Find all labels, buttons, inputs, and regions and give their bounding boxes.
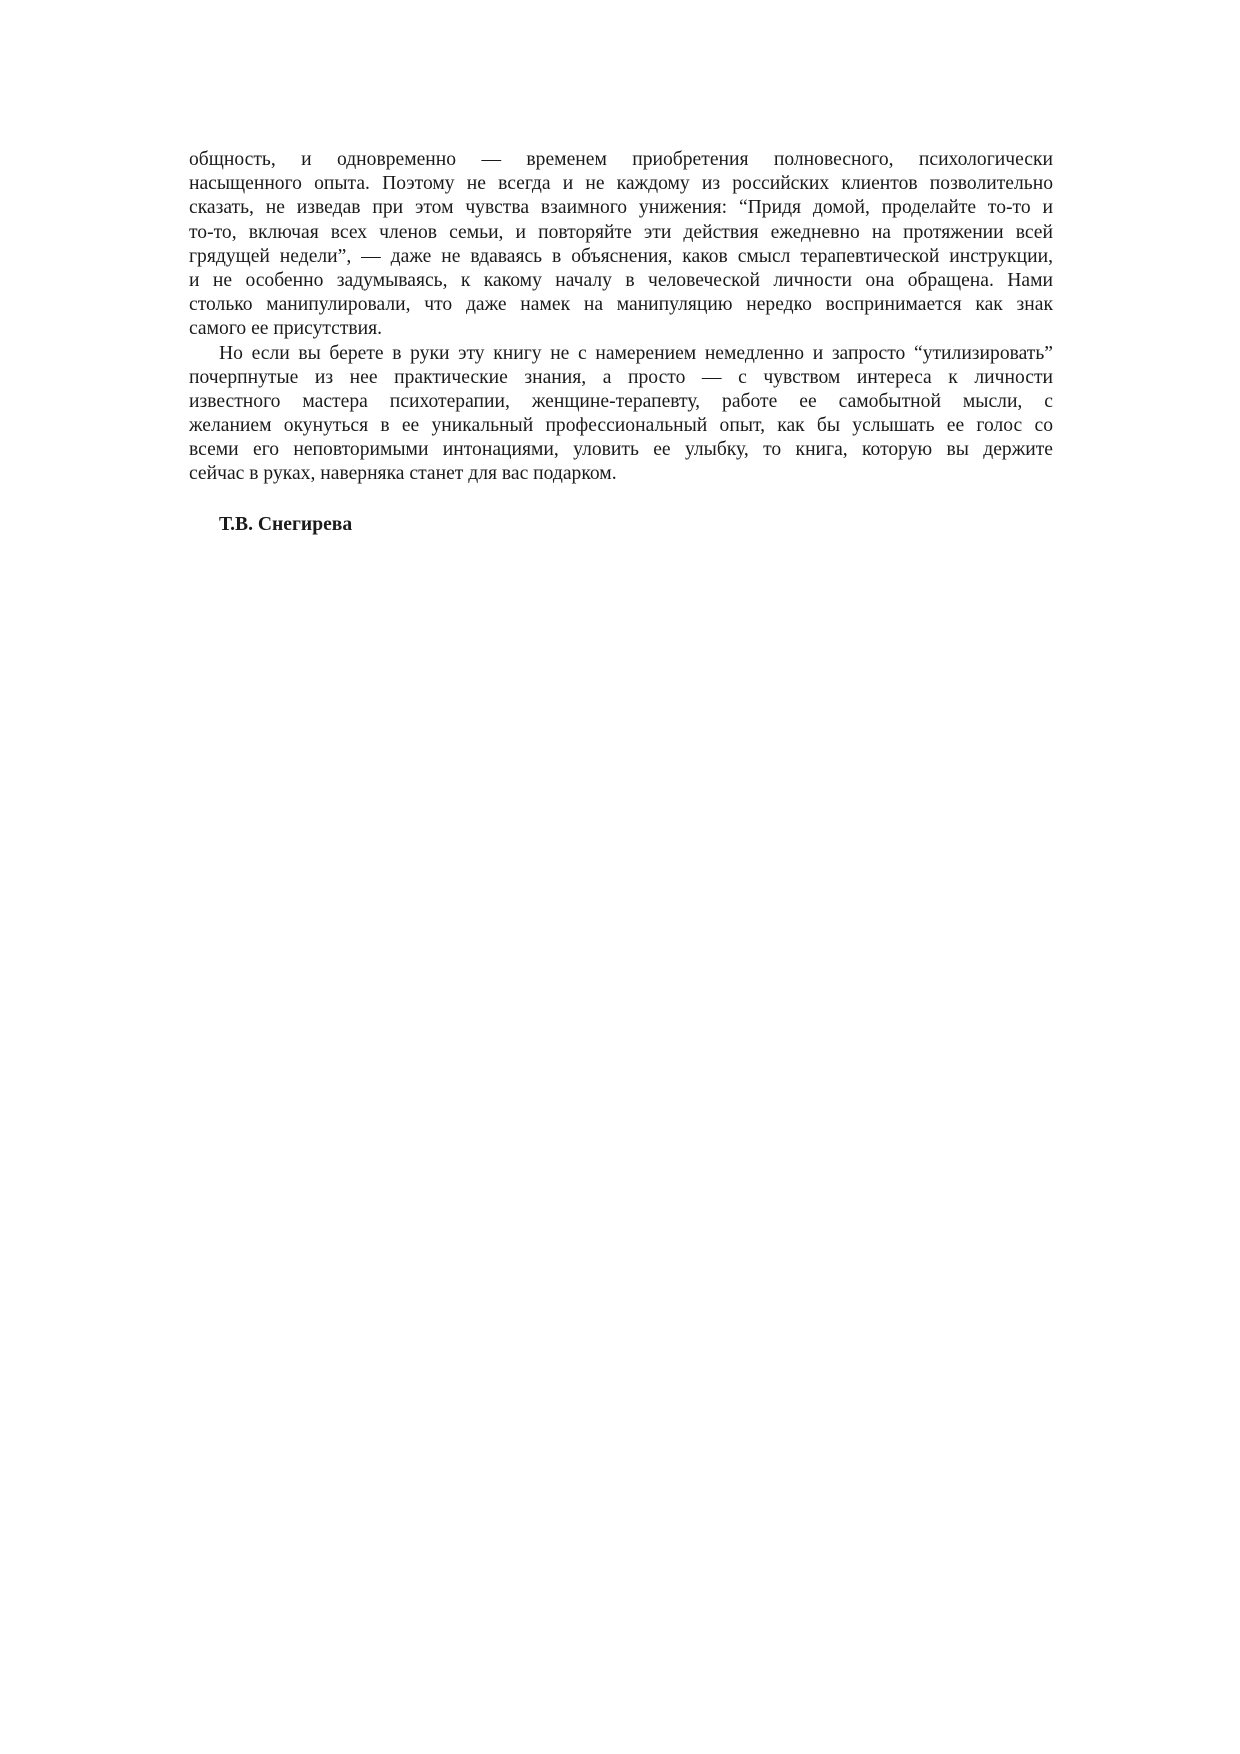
document-body [189,148,1053,487]
paragraph-line: грядущей недели”, — даже не вдаваясь в объяснения, каков смысл терапевтической инструкции, [189,245,1053,267]
paragraph-line: то-то, включая всех членов семьи, и повторяйте эти действия ежедневно на протяжении всей [189,221,1053,243]
paragraph-line: столько манипулировали, что даже намек на манипуляцию нередко воспринимается как знак [189,294,1053,316]
paragraph-line: насыщенного опыта. Поэтому не всегда и не каждому из российских клиентов позволительно [189,173,1053,195]
paragraph-1 [189,148,1053,342]
author-signature: Т.В. Снегирева [219,514,353,535]
paragraph-line: всеми его неповторимыми интонациями, уловить ее улыбку, то книга, которую вы держите [189,439,1053,461]
paragraph-line: сейчас в руках, наверняка станет для вас подарком. [189,463,617,485]
paragraph-line: Но если вы берете в руки эту книгу не с намерением немедленно и запросто “утилизировать” [219,342,1053,364]
paragraph-2 [189,342,1053,487]
paragraph-line: известного мастера психотерапии, женщине-терапевту, работе ее самобытной мысли, с [189,390,1053,412]
paragraph-line: желанием окунуться в ее уникальный профессиональный опыт, как бы услышать ее голос со [189,415,1053,437]
paragraph-line: сказать, не изведав при этом чувства взаимного унижения: “Придя домой, проделайте то-то и [189,197,1053,219]
paragraph-line: общность, и одновременно — временем приобретения полновесного, психологически [189,149,1053,170]
paragraph-line: самого ее присутствия. [189,318,383,340]
paragraph-line: и не особенно задумываясь, к какому началу в человеческой личности она обращена. Нами [189,269,1053,291]
paragraph-line: почерпнутые из нее практические знания, а просто — с чувством интереса к личности [189,366,1053,388]
